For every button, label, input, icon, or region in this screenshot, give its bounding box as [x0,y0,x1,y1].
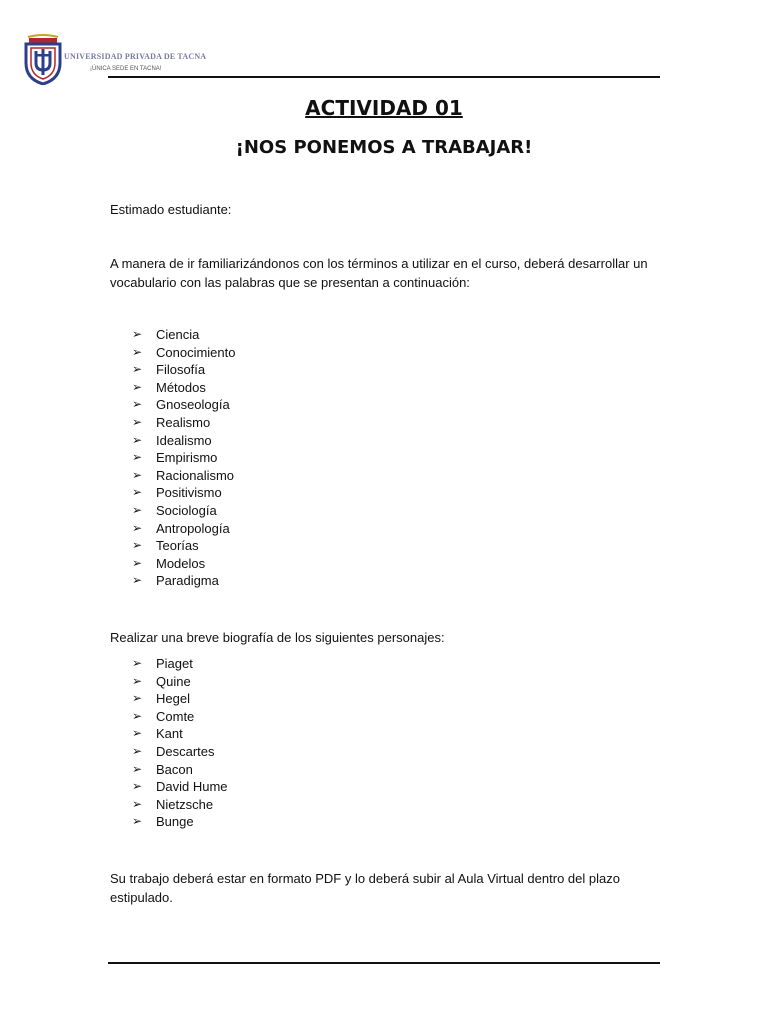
person-item-text: Descartes [156,743,215,759]
person-item-text: Hegel [156,691,190,707]
arrowhead-bullet-icon: ➢ [132,450,143,465]
arrowhead-bullet-icon: ➢ [132,726,143,741]
vocabulary-item [132,555,236,573]
person-item [132,725,228,743]
vocabulary-item-text: Paradigma [156,573,219,589]
footer-divider [108,962,660,964]
person-item-text: Bunge [156,814,194,830]
intro-paragraph: A manera de ir familiarizándonos con los términos a utilizar en el curso, deberá desarrollar un vocabulario con las palabras que se presentan a continuación: [110,256,648,290]
vocabulary-item-text: Modelos [156,555,206,571]
vocabulary-item [132,379,236,397]
greeting-text: Estimado estudiante: [110,202,232,217]
university-crest-icon [22,33,64,85]
person-item-text: Quine [156,673,191,689]
vocabulary-item [132,537,236,555]
arrowhead-bullet-icon: ➢ [132,344,143,359]
person-item [132,761,228,779]
arrowhead-bullet-icon: ➢ [132,520,143,535]
vocabulary-item [132,484,236,502]
vocabulary-item [132,502,236,520]
vocabulary-item [132,361,236,379]
arrowhead-bullet-icon: ➢ [132,708,143,723]
arrowhead-bullet-icon: ➢ [132,814,143,829]
arrowhead-bullet-icon: ➢ [132,362,143,377]
arrowhead-bullet-icon: ➢ [132,432,143,447]
vocabulary-item [132,344,236,362]
vocabulary-item [132,467,236,485]
vocabulary-item-text: Sociología [156,502,217,518]
vocabulary-item-text: Filosofía [156,362,206,378]
biography-instruction: Realizar una breve biografía de los siguientes personajes: [110,630,445,645]
document-subtitle: ¡NOS PONEMOS A TRABAJAR! [235,137,533,158]
person-item [132,813,228,831]
vocabulary-item [132,432,236,450]
vocabulary-item-text: Métodos [156,379,206,395]
arrowhead-bullet-icon: ➢ [132,538,143,553]
arrowhead-bullet-icon: ➢ [132,673,143,688]
arrowhead-bullet-icon: ➢ [132,779,143,794]
vocabulary-item-text: Racionalismo [156,467,235,483]
vocabulary-item [132,449,236,467]
arrowhead-bullet-icon: ➢ [132,691,143,706]
arrowhead-bullet-icon: ➢ [132,414,143,429]
arrowhead-bullet-icon: ➢ [132,573,143,588]
arrowhead-bullet-icon: ➢ [132,555,143,570]
vocabulary-item [132,520,236,538]
person-item-text: Comte [156,708,195,724]
header-divider [108,76,660,78]
person-item [132,796,228,814]
arrowhead-bullet-icon: ➢ [132,656,143,670]
person-item-text: Bacon [156,761,193,777]
arrowhead-bullet-icon: ➢ [132,327,143,341]
person-item-text: David Hume [156,779,228,795]
vocabulary-item-text: Empirismo [156,450,218,466]
arrowhead-bullet-icon: ➢ [132,467,143,482]
closing-paragraph: Su trabajo deberá estar en formato PDF y lo deberá subir al Aula Virtual dentro del plazo estipulado. [110,871,620,905]
person-item [132,743,228,761]
person-item [132,655,228,673]
vocabulary-item-text: Realismo [156,414,211,430]
vocabulary-item-text: Conocimiento [156,344,236,360]
university-tagline: ¡ÚNICA SEDE EN TACNA! [90,66,162,72]
people-list [132,655,228,831]
vocabulary-item-text: Gnoseología [156,397,230,413]
vocabulary-item-text: Ciencia [156,327,200,342]
vocabulary-item-text: Teorías [156,538,199,554]
vocabulary-item [132,396,236,414]
person-item [132,778,228,796]
person-item-text: Nietzsche [156,796,214,812]
vocabulary-item-text: Idealismo [156,432,212,448]
document-title: ACTIVIDAD 01 [305,96,463,120]
vocabulary-item [132,326,236,344]
person-item [132,690,228,708]
vocabulary-item [132,572,236,590]
person-item-text: Kant [156,726,183,742]
arrowhead-bullet-icon: ➢ [132,502,143,517]
arrowhead-bullet-icon: ➢ [132,485,143,500]
arrowhead-bullet-icon: ➢ [132,379,143,394]
vocabulary-item-text: Antropología [156,520,230,536]
arrowhead-bullet-icon: ➢ [132,796,143,811]
arrowhead-bullet-icon: ➢ [132,743,143,758]
vocabulary-list [132,326,236,590]
university-name: UNIVERSIDAD PRIVADA DE TACNA [64,52,207,61]
vocabulary-item [132,414,236,432]
vocabulary-item-text: Positivismo [156,485,222,501]
arrowhead-bullet-icon: ➢ [132,397,143,412]
person-item-text: Piaget [156,656,193,671]
person-item [132,708,228,726]
arrowhead-bullet-icon: ➢ [132,761,143,776]
person-item [132,673,228,691]
